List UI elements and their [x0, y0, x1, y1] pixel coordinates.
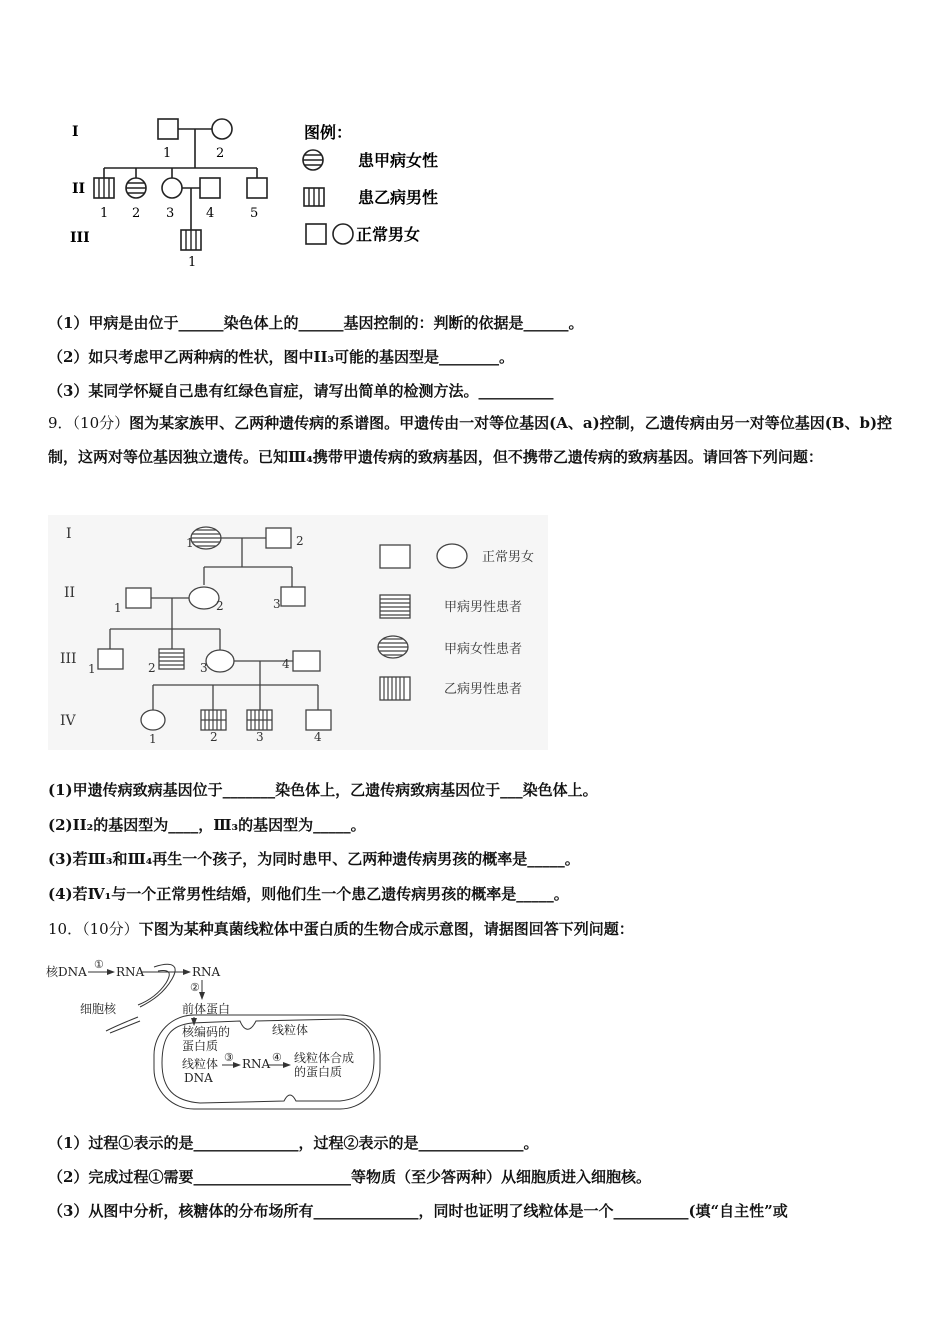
generation-label: II: [64, 585, 76, 601]
q8-subquestion-3: （3）某同学怀疑自己患有红绿色盲症，请写出简单的检测方法。__________: [48, 382, 554, 400]
male-normal: [200, 178, 220, 198]
question-stem: 下图为某种真菌线粒体中蛋白质的生物合成示意图，请据图回答下列问题：: [138, 920, 634, 938]
individual-number: 4: [314, 730, 322, 744]
individual-number: 1: [88, 662, 96, 676]
male-normal: [247, 178, 267, 198]
individual-number: 2: [210, 730, 218, 744]
individual-number: 2: [296, 534, 304, 548]
individual-number: 1: [100, 206, 109, 221]
individual-number: 3: [273, 597, 281, 611]
male-normal: [126, 588, 151, 608]
male-disease-a: [159, 649, 184, 669]
generation-label: II: [72, 181, 86, 197]
generation-label: I: [66, 526, 72, 542]
q10-stem: [48, 918, 634, 939]
legend-label: 甲病女性患者: [444, 642, 523, 657]
question-number: 10．（10分）: [48, 920, 139, 938]
legend-female-normal: [333, 224, 353, 244]
precursor-protein-label: 前体蛋白: [182, 1002, 231, 1016]
step-3-label: ③: [224, 1051, 234, 1064]
individual-number: 2: [132, 206, 141, 221]
mito-dna-label: 线粒体: [182, 1057, 219, 1071]
legend-male-normal: [380, 545, 410, 568]
legend-label: 乙病男性患者: [444, 682, 523, 697]
q10-subquestion-1: （1）过程①表示的是______________，过程②表示的是______________。: [48, 1134, 539, 1152]
individual-number: 2: [216, 146, 225, 161]
legend-female-normal: [437, 544, 467, 568]
legend-title: 图例：: [304, 123, 353, 142]
individual-number: 1: [163, 146, 172, 161]
legend-male-normal: [306, 224, 326, 244]
female-normal: [141, 710, 165, 730]
legend-label: 患甲病女性: [358, 151, 439, 170]
q8-subquestion-1: （1）甲病是由位于______染色体上的______基因控制的：判断的依据是______。: [48, 314, 584, 332]
individual-number: 3: [256, 730, 264, 744]
q10-subquestion-3: （3）从图中分析，核糖体的分布场所有______________，同时也证明了线粒体是一个__________(填“自主性”或: [48, 1202, 788, 1220]
nuclear-encoded-protein-label: 蛋白质: [182, 1039, 219, 1053]
female-normal: [189, 587, 219, 609]
question-stem: 图为某家族甲、乙两种遗传病的系谱图。甲遗传由一对等位基因(A、a)控制，乙遗传病由另一对等位基因(B、b)控制，这两对等位基因独立遗传。已知Ⅲ₄携带甲遗传病的致病基因，但不携带乙遗传病的致病基因。请回答下列问题：: [48, 414, 893, 466]
individual-number: 1: [114, 601, 122, 615]
individual-number: 5: [250, 206, 259, 221]
q8-subquestion-2: （2）如只考虑甲乙两种病的性状，图中II₃可能的基因型是________。: [48, 348, 515, 366]
generation-label: IV: [60, 713, 76, 729]
female-normal: [212, 119, 232, 139]
individual-number: 1: [149, 732, 157, 746]
step-4-label: ④: [272, 1051, 282, 1064]
individual-number: 4: [206, 206, 215, 221]
q9-subquestion-2: (2)II₂的基因型为____，Ⅲ₃的基因型为_____。: [48, 816, 366, 834]
step-1-label: ①: [94, 958, 104, 971]
legend-label: 正常男女: [356, 225, 421, 244]
male-normal: [158, 119, 178, 139]
individual-number: 4: [282, 657, 290, 671]
generation-label: III: [60, 651, 77, 667]
question-number: 9．（10分）: [48, 414, 130, 432]
q9-subquestion-1: (1)甲遗传病致病基因位于_______染色体上，乙遗传病致病基因位于___染色体上。: [48, 781, 598, 799]
female-normal: [162, 178, 182, 198]
nuclear-dna-label: 核DNA: [46, 965, 87, 979]
legend-label: 甲病男性患者: [444, 600, 523, 615]
generation-label: I: [72, 124, 79, 140]
male-normal: [98, 649, 123, 669]
female-normal: [206, 650, 234, 672]
pedigree-figure-1: [60, 110, 480, 270]
mito-protein-label: 线粒体合成: [294, 1051, 355, 1065]
q10-subquestion-2: （2）完成过程①需要_____________________等物质（至少答两种）从细胞质进入细胞核。: [48, 1168, 651, 1186]
mitochondria-protein-diagram: [44, 955, 394, 1113]
mito-protein-label: 的蛋白质: [294, 1065, 343, 1079]
nuclear-encoded-protein-label: 核编码的: [182, 1025, 231, 1039]
individual-number: 3: [200, 661, 208, 675]
nucleus-label: 细胞核: [80, 1002, 117, 1016]
q9-stem: [48, 406, 908, 474]
rna-label: RNA: [242, 1057, 271, 1071]
male-normal: [281, 587, 305, 606]
legend-label: 正常男女: [482, 550, 535, 565]
individual-number: 2: [148, 661, 156, 675]
rna-label: RNA: [116, 965, 145, 979]
mito-dna-label: DNA: [184, 1071, 213, 1085]
male-normal: [306, 710, 331, 730]
legend-label: 患乙病男性: [358, 188, 439, 207]
q9-subquestion-4: (4)若Ⅳ₁与一个正常男性结婚，则他们生一个患乙遗传病男孩的概率是_____。: [48, 885, 569, 903]
male-normal: [293, 651, 320, 671]
male-normal: [266, 528, 291, 548]
individual-number: 1: [188, 255, 197, 270]
step-2-label: ②: [190, 981, 200, 994]
generation-label: III: [70, 230, 90, 246]
individual-number: 3: [166, 206, 175, 221]
individual-number: 2: [216, 599, 224, 613]
rna-label: RNA: [192, 965, 221, 979]
q9-subquestion-3: (3)若Ⅲ₃和Ⅲ₄再生一个孩子，为同时患甲、乙两种遗传病男孩的概率是_____。: [48, 850, 580, 868]
mitochondrion-label: 线粒体: [272, 1023, 309, 1037]
pedigree-figure-2: [48, 515, 548, 750]
individual-number: 1: [186, 536, 194, 550]
